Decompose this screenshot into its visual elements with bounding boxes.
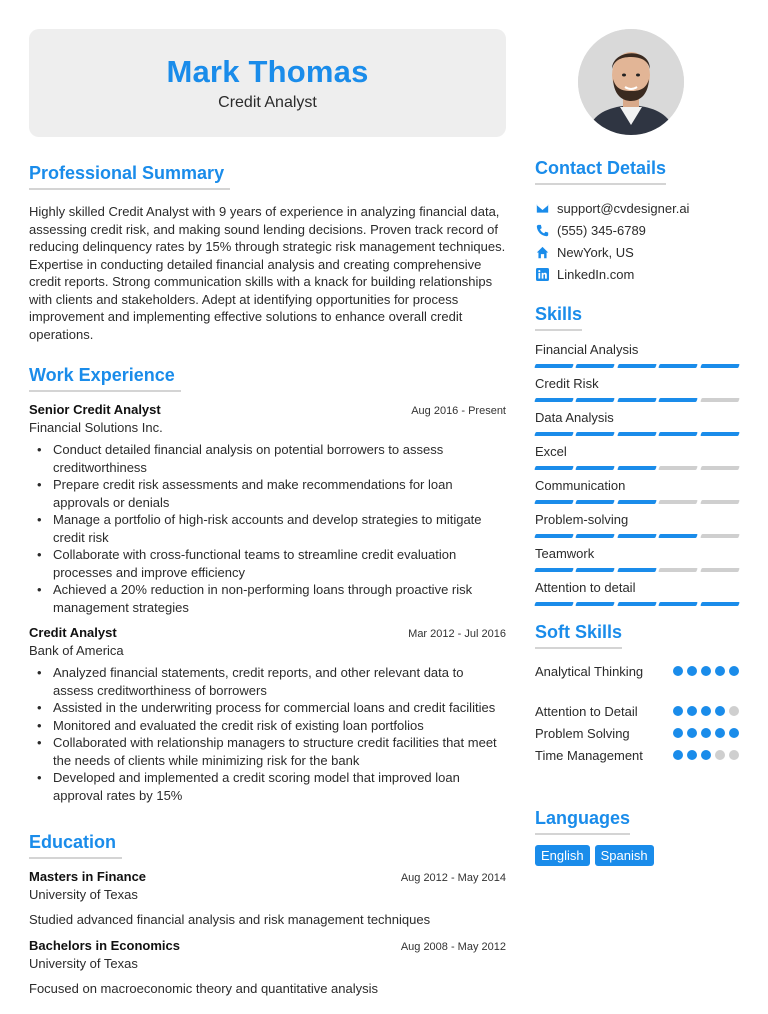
contact-text: LinkedIn.com	[557, 266, 635, 282]
work-experience-section	[29, 365, 506, 804]
skill-level-bar	[535, 432, 739, 436]
skill-level-segment	[700, 534, 740, 538]
skill-level-segment	[658, 500, 698, 504]
skill-level-segment	[534, 432, 574, 436]
skill-level-segment	[576, 364, 616, 368]
skill-item	[535, 444, 739, 470]
email-icon	[535, 201, 549, 215]
contact-linkedin[interactable]	[535, 263, 739, 285]
skill-level-segment	[576, 500, 616, 504]
rating-dot	[673, 706, 683, 716]
contact-text: (555) 345-6789	[557, 222, 646, 238]
skills-list	[535, 342, 739, 606]
soft-skill-row	[535, 744, 739, 766]
rating-dot	[715, 750, 725, 760]
rating-dot	[729, 728, 739, 738]
skill-level-segment	[700, 500, 740, 504]
skill-name: Attention to detail	[535, 580, 636, 595]
rating-dot	[687, 750, 697, 760]
skill-name: Excel	[535, 444, 567, 459]
section-heading: Professional Summary	[29, 163, 230, 190]
skill-item	[535, 342, 739, 368]
skill-level-segment	[534, 534, 574, 538]
bullet-item: • Manage a portfolio of high-risk accounts and develop strategies to mitigate credit risk	[37, 511, 506, 546]
school-name: University of Texas	[29, 887, 138, 902]
skill-level-segment	[658, 466, 698, 470]
skill-level-bar	[535, 500, 739, 504]
job-company: Financial Solutions Inc.	[29, 420, 163, 435]
soft-skill-row	[535, 700, 739, 722]
skill-level-segment	[576, 568, 616, 572]
skill-level-segment	[576, 602, 616, 606]
contact-location	[535, 241, 739, 263]
skill-name: Financial Analysis	[535, 342, 639, 357]
bullet-item: • Collaborate with cross-functional teams to streamline credit evaluation processes and improve efficiency	[37, 546, 506, 581]
skill-name: Communication	[535, 478, 626, 493]
skill-level-segment	[576, 398, 616, 402]
skill-level-bar	[535, 534, 739, 538]
section-heading: Soft Skills	[535, 622, 622, 649]
section-heading: Work Experience	[29, 365, 181, 392]
rating-dot	[729, 666, 739, 676]
school-name: University of Texas	[29, 956, 138, 971]
soft-skill-rating	[673, 666, 739, 676]
home-icon	[535, 245, 549, 259]
phone-icon	[535, 223, 549, 237]
job-dates: Mar 2012 - Jul 2016	[408, 628, 506, 640]
skill-level-segment	[658, 602, 698, 606]
soft-skills-section	[535, 622, 739, 766]
skill-level-segment	[534, 568, 574, 572]
skill-level-segment	[658, 398, 698, 402]
bullet-item: • Developed and implemented a credit scoring model that improved loan approval rates by 15%	[37, 769, 506, 804]
sidebar-column	[535, 158, 739, 866]
soft-skill-rating	[673, 706, 739, 716]
skill-level-segment	[534, 466, 574, 470]
skill-level-segment	[617, 364, 657, 368]
skill-level-segment	[534, 364, 574, 368]
job-role: Credit Analyst	[29, 625, 117, 640]
skill-level-segment	[534, 500, 574, 504]
section-heading: Contact Details	[535, 158, 666, 185]
skill-level-segment	[617, 500, 657, 504]
education-description: Studied advanced financial analysis and risk management techniques	[29, 912, 431, 927]
job-bullets	[29, 664, 506, 804]
skill-item	[535, 546, 739, 572]
rating-dot	[715, 706, 725, 716]
rating-dot	[673, 666, 683, 676]
education-section	[29, 832, 506, 996]
soft-skill-name: Time Management	[535, 747, 643, 763]
skill-name: Problem-solving	[535, 512, 629, 527]
skill-level-segment	[617, 398, 657, 402]
skills-section	[535, 304, 739, 606]
contact-section	[535, 158, 739, 285]
skill-level-segment	[617, 602, 657, 606]
main-column	[29, 163, 506, 996]
bullet-item: • Monitored and evaluated the credit risk of existing loan portfolios	[37, 717, 506, 735]
rating-dot	[729, 750, 739, 760]
education-dates: Aug 2008 - May 2012	[400, 941, 506, 953]
degree-name: Masters in Finance	[29, 869, 147, 884]
job-dates: Aug 2016 - Present	[411, 405, 506, 417]
skill-level-segment	[617, 466, 657, 470]
skill-level-segment	[576, 534, 616, 538]
skill-level-segment	[534, 602, 574, 606]
rating-dot	[687, 706, 697, 716]
skill-item	[535, 478, 739, 504]
education-entry	[29, 869, 506, 927]
skill-level-segment	[617, 432, 657, 436]
section-heading: Skills	[535, 304, 582, 331]
bullet-item: • Prepare credit risk assessments and make recommendations for loan approvals or denials	[37, 476, 506, 511]
rating-dot	[715, 728, 725, 738]
rating-dot	[715, 666, 725, 676]
skill-level-segment	[700, 398, 740, 402]
bullet-item: • Assisted in the underwriting process for commercial loans and credit facilities	[37, 699, 506, 717]
contact-phone[interactable]	[535, 219, 739, 241]
contact-text: support@cvdesigner.ai	[557, 200, 690, 216]
bullet-item: • Conduct detailed financial analysis on potential borrowers to assess creditworthiness	[37, 441, 506, 476]
skill-level-segment	[700, 568, 740, 572]
soft-skill-row	[535, 660, 739, 682]
skill-name: Data Analysis	[535, 410, 614, 425]
skill-level-bar	[535, 466, 739, 470]
job-role: Senior Credit Analyst	[29, 402, 161, 417]
profile-photo	[578, 29, 684, 135]
contact-email[interactable]	[535, 197, 739, 219]
education-description: Focused on macroeconomic theory and quantitative analysis	[29, 981, 379, 996]
skill-level-segment	[658, 534, 698, 538]
skill-level-bar	[535, 364, 739, 368]
job-bullets	[29, 441, 506, 616]
skill-item	[535, 512, 739, 538]
job-entry	[29, 625, 506, 804]
skill-level-segment	[700, 432, 740, 436]
skill-item	[535, 376, 739, 402]
language-tag: Spanish	[595, 845, 654, 866]
skill-level-segment	[658, 364, 698, 368]
soft-skill-name: Analytical Thinking	[535, 663, 644, 679]
skill-name: Teamwork	[535, 546, 595, 561]
skill-level-segment	[617, 534, 657, 538]
section-heading: Education	[29, 832, 122, 859]
skill-level-bar	[535, 602, 739, 606]
professional-summary-section	[29, 163, 506, 343]
soft-skill-name: Problem Solving	[535, 725, 630, 741]
education-entry	[29, 938, 506, 996]
contact-text: NewYork, US	[557, 244, 634, 260]
skill-level-segment	[658, 568, 698, 572]
rating-dot	[729, 706, 739, 716]
skill-level-segment	[700, 466, 740, 470]
skill-level-segment	[576, 432, 616, 436]
rating-dot	[701, 750, 711, 760]
rating-dot	[687, 666, 697, 676]
languages-section	[535, 808, 739, 866]
rating-dot	[687, 728, 697, 738]
linkedin-icon	[535, 267, 549, 281]
bullet-item: • Collaborated with relationship managers to structure credit facilities that meet the needs of clients while minimizing risk for the bank	[37, 734, 506, 769]
skill-item	[535, 580, 739, 606]
skill-level-segment	[700, 364, 740, 368]
education-dates: Aug 2012 - May 2014	[400, 872, 506, 884]
bullet-item: • Analyzed financial statements, credit reports, and other relevant data to assess creditworthiness of borrowers	[37, 664, 506, 699]
language-tags	[535, 845, 739, 866]
skill-level-segment	[658, 432, 698, 436]
skill-item	[535, 410, 739, 436]
candidate-name: Mark Thomas	[166, 54, 369, 89]
degree-name: Bachelors in Economics	[29, 938, 180, 953]
rating-dot	[701, 706, 711, 716]
soft-skill-row	[535, 722, 739, 744]
bullet-item: • Achieved a 20% reduction in non-performing loans through proactive risk management strategies	[37, 581, 506, 616]
summary-text: Highly skilled Credit Analyst with 9 years of experience in analyzing financial data, assessing credit risk, and making sound lending decisions. Proven track record of reducing delinquency rates by 15% through strategic risk management techniques. Expertise in conducting detailed financial analysis and creating comprehensive credit reports. Strong communication skills with a knack for building relationships with clients and stakeholders. Adept at identifying opportunities for process improvement and implementing effective solutions to enhance overall credit operations.	[29, 204, 506, 342]
skill-level-segment	[617, 568, 657, 572]
language-tag: English	[535, 845, 590, 866]
soft-skills-list	[535, 660, 739, 766]
skill-level-bar	[535, 568, 739, 572]
skill-level-segment	[534, 398, 574, 402]
rating-dot	[673, 728, 683, 738]
rating-dot	[701, 728, 711, 738]
profile-photo-image	[578, 29, 684, 135]
skill-level-segment	[576, 466, 616, 470]
candidate-title: Credit Analyst	[218, 94, 317, 111]
skill-name: Credit Risk	[535, 376, 599, 391]
job-entry	[29, 402, 506, 616]
section-heading: Languages	[535, 808, 630, 835]
skill-level-bar	[535, 398, 739, 402]
soft-skill-rating	[673, 728, 739, 738]
header-card	[29, 29, 506, 137]
skill-level-segment	[700, 602, 740, 606]
job-company: Bank of America	[29, 643, 124, 658]
rating-dot	[673, 750, 683, 760]
rating-dot	[701, 666, 711, 676]
soft-skill-rating	[673, 750, 739, 760]
soft-skill-name: Attention to Detail	[535, 703, 638, 719]
